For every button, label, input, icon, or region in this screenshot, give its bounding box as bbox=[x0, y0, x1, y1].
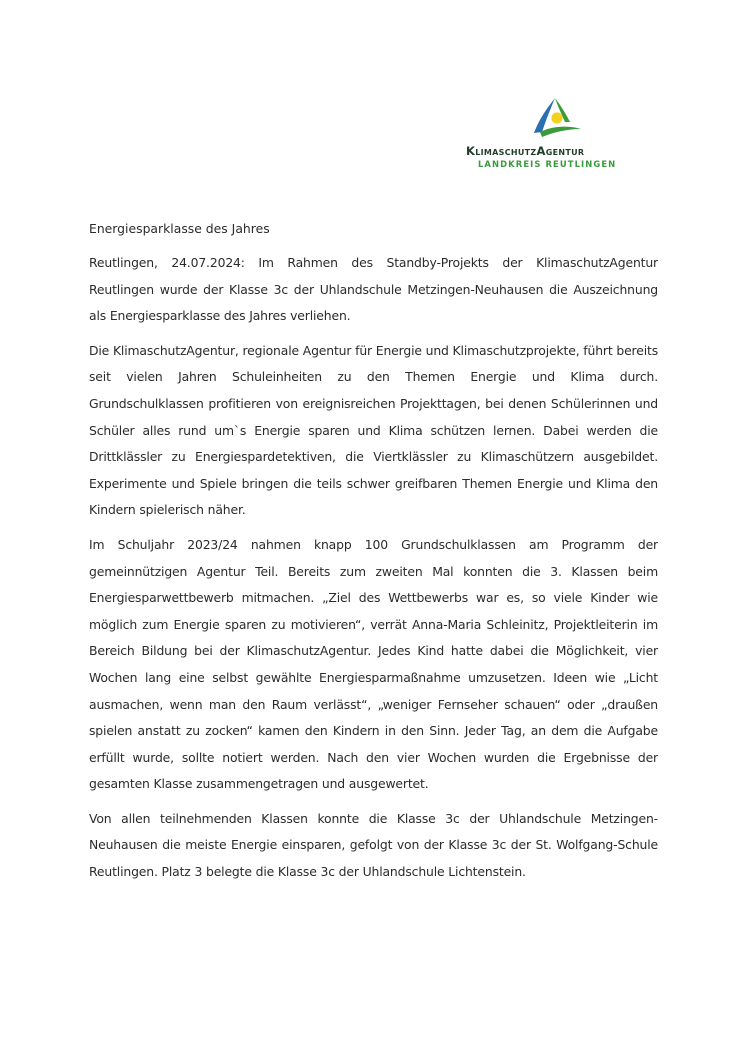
logo-subtitle: LANDKREIS REUTLINGEN bbox=[478, 159, 617, 169]
paragraph-2: Die KlimaschutzAgentur, regionale Agentur für Energie und Klimaschutzprojekte, führt bereits seit vielen Jahren Schuleinheiten zu den Themen Energie und Klima durch. Grundschulklassen profitieren von ereignisreichen Projekttagen, bei denen Schülerinnen und Schüler alles rund um`s Energie sparen und Klima schützen lernen. Dabei werden die Drittklässler zu Energiespardetektiven, die Viertklässler zu Klimaschützern ausgebildet. Experimente und Spiele bringen die teils schwer greifbaren Themen Energie und Klima den Kindern spielerisch näher. bbox=[89, 342, 658, 518]
press-release-body bbox=[89, 218, 658, 894]
paragraph-1: Reutlingen, 24.07.2024: Im Rahmen des Standby-Projekts der KlimaschutzAgentur Reutlingen wurde der Klasse 3c der Uhlandschule Metzingen-Neuhausen die Auszeichnung als Energiesparklasse des Jahres verliehen. bbox=[89, 255, 658, 324]
logo-mark-icon bbox=[528, 92, 584, 138]
document-heading: Energiesparklasse des Jahres bbox=[89, 221, 270, 236]
paragraph-4: Von allen teilnehmenden Klassen konnte die Klasse 3c der Uhlandschule Metzingen-Neuhausen die meiste Energie einsparen, gefolgt von der Klasse 3c der St. Wolfgang-Schule Reutlingen. Platz 3 belegte die Klasse 3c der Uhlandschule Lichtenstein. bbox=[89, 810, 658, 880]
paragraph-3: Im Schuljahr 2023/24 nahmen knapp 100 Grundschulklassen am Programm der gemeinnützigen Agentur Teil. Bereits zum zweiten Mal konnten die 3. Klassen beim Energiesparwettbewerb mitmachen. „Ziel des Wettbewerbs war es, so viele Kinder wie möglich zum Energie sparen zu motivieren“, verrät Anna-Maria Schleinitz, Projektleiterin im Bereich Bildung bei der KlimaschutzAgentur. Jedes Kind hatte dabei die Möglichkeit, vier Wochen lang eine selbst gewählte Energiesparmaßnahme umzusetzen. Ideen wie „Licht ausmachen, wenn man den Raum verlässt“, „weniger Fernseher schauen“ oder „draußen spielen anstatt zu zocken“ kamen den Kindern in den Sinn. Jeder Tag, an dem die Aufgabe erfüllt wurde, sollte notiert werden. Nach den vier Wochen wurden die Ergebnisse der gesamten Klasse zusammengetragen und ausgewertet. bbox=[89, 536, 658, 792]
logo-name: KlimaschutzAgentur bbox=[466, 144, 585, 158]
klimaschutzagentur-logo bbox=[466, 92, 646, 174]
